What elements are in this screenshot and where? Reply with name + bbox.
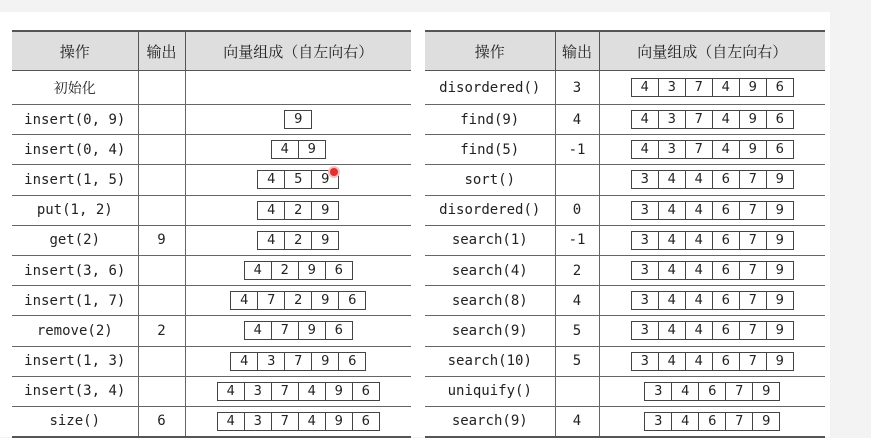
vector-cell [185, 71, 411, 105]
table-row [12, 286, 411, 316]
vector-element: 4 [257, 231, 285, 250]
vector-element: 3 [631, 321, 659, 340]
vector-element: 4 [631, 110, 659, 129]
vector-element: 4 [230, 352, 258, 371]
vector-element: 9 [739, 140, 767, 159]
table-row [12, 316, 411, 346]
output-cell [138, 346, 185, 376]
vector-element: 7 [739, 170, 767, 189]
vector-elements [631, 352, 794, 371]
vector-element: 3 [257, 352, 285, 371]
table-row [12, 346, 411, 376]
vector-element: 6 [766, 110, 794, 129]
vector-element: 4 [685, 261, 713, 280]
table-row [12, 165, 411, 195]
operation-cell: get(2) [12, 225, 138, 255]
operation-cell: search(9) [425, 406, 555, 437]
operations-table-right [425, 30, 825, 438]
vector-element: 3 [631, 352, 659, 371]
operation-cell: find(9) [425, 105, 555, 135]
vector-element: 4 [217, 412, 245, 431]
vector-element: 4 [671, 412, 699, 431]
vector-element: 6 [338, 291, 366, 310]
vector-elements [631, 231, 794, 250]
vector-cell [599, 71, 825, 105]
vector-element: 9 [298, 261, 326, 280]
vector-element: 7 [739, 231, 767, 250]
table-row [12, 105, 411, 135]
output-cell: 5 [555, 316, 599, 346]
vector-cell [185, 165, 411, 195]
vector-elements [644, 412, 780, 431]
vector-elements [257, 231, 339, 250]
vector-element: 9 [325, 412, 353, 431]
vector-cell [599, 406, 825, 437]
output-cell [138, 105, 185, 135]
table-row [425, 165, 825, 195]
vector-element: 3 [658, 140, 686, 159]
operation-cell: search(9) [425, 316, 555, 346]
vector-element: 4 [217, 382, 245, 401]
operation-cell: disordered() [425, 195, 555, 225]
table-row [12, 225, 411, 255]
vector-element: 6 [712, 352, 740, 371]
table-row [425, 225, 825, 255]
vector-element: 3 [631, 201, 659, 220]
vector-element: 4 [244, 261, 272, 280]
output-cell: 2 [555, 255, 599, 285]
vector-cell [185, 135, 411, 165]
vector-element: 9 [298, 321, 326, 340]
vector-element: 4 [658, 231, 686, 250]
vector-element: 6 [352, 382, 380, 401]
operation-cell: sort() [425, 165, 555, 195]
table-row [12, 406, 411, 437]
vector-element: 7 [739, 352, 767, 371]
output-cell [138, 135, 185, 165]
vector-element: 3 [658, 78, 686, 97]
vector-element: 9 [752, 382, 780, 401]
vector-cell [599, 286, 825, 316]
vector-element: 7 [739, 321, 767, 340]
vector-element: 7 [685, 110, 713, 129]
vector-element: 7 [685, 140, 713, 159]
output-cell: 4 [555, 406, 599, 437]
operation-cell: insert(0, 4) [12, 135, 138, 165]
table-row [425, 376, 825, 406]
output-cell: 2 [138, 316, 185, 346]
vector-element: 4 [257, 201, 285, 220]
operation-cell: search(10) [425, 346, 555, 376]
operation-cell: insert(1, 3) [12, 346, 138, 376]
vector-cell [185, 225, 411, 255]
vector-element: 9 [766, 352, 794, 371]
vector-element: 4 [271, 140, 299, 159]
output-cell [138, 286, 185, 316]
vector-cell [599, 255, 825, 285]
header-output: 输出 [555, 31, 599, 71]
operation-cell: search(4) [425, 255, 555, 285]
operation-cell: insert(0, 9) [12, 105, 138, 135]
vector-element: 3 [644, 412, 672, 431]
vector-element: 4 [658, 291, 686, 310]
output-cell [555, 165, 599, 195]
vector-element: 6 [712, 291, 740, 310]
vector-element: 3 [244, 382, 272, 401]
vector-elements [217, 412, 380, 431]
table-row [12, 135, 411, 165]
vector-element: 6 [712, 261, 740, 280]
vector-element: 7 [271, 321, 299, 340]
operations-table-left [12, 30, 411, 438]
output-cell: 6 [138, 406, 185, 437]
vector-element: 6 [712, 201, 740, 220]
vector-element: 6 [712, 170, 740, 189]
vector-element: 9 [284, 110, 312, 129]
output-cell [138, 165, 185, 195]
table-header-row [425, 31, 825, 71]
vector-element: 6 [325, 261, 353, 280]
vector-element: 2 [271, 261, 299, 280]
vector-element: 4 [298, 382, 326, 401]
vector-element: 9 [739, 110, 767, 129]
table-row [425, 195, 825, 225]
vector-element: 9 [311, 231, 339, 250]
table-row [12, 255, 411, 285]
table-body-left [12, 71, 411, 438]
table-row [425, 406, 825, 437]
vector-elements [631, 321, 794, 340]
output-cell: -1 [555, 135, 599, 165]
output-cell: 9 [138, 225, 185, 255]
table-row [12, 376, 411, 406]
vector-element: 9 [766, 261, 794, 280]
header-vector: 向量组成（自左向右） [185, 31, 411, 71]
vector-elements [257, 201, 339, 220]
vector-element: 7 [685, 78, 713, 97]
vector-element: 4 [671, 382, 699, 401]
cursor-dot-icon [330, 168, 338, 176]
vector-element: 6 [352, 412, 380, 431]
vector-element: 6 [338, 352, 366, 371]
output-cell: 5 [555, 346, 599, 376]
vector-cell [185, 346, 411, 376]
table-row [425, 135, 825, 165]
vector-element: 7 [739, 291, 767, 310]
table-row [12, 195, 411, 225]
vector-element: 2 [284, 231, 312, 250]
operation-cell: disordered() [425, 71, 555, 105]
vector-element: 4 [685, 291, 713, 310]
vector-element: 7 [725, 412, 753, 431]
vector-element: 3 [644, 382, 672, 401]
vector-element: 6 [766, 78, 794, 97]
operation-cell: insert(3, 4) [12, 376, 138, 406]
operation-cell: find(5) [425, 135, 555, 165]
vector-cell [185, 105, 411, 135]
vector-element: 7 [271, 382, 299, 401]
vector-element: 4 [712, 78, 740, 97]
vector-elements [244, 321, 353, 340]
vector-element: 6 [712, 321, 740, 340]
vector-element: 4 [685, 321, 713, 340]
vector-cell [599, 195, 825, 225]
vector-cell [185, 406, 411, 437]
vector-element: 7 [739, 201, 767, 220]
vector-element: 3 [631, 170, 659, 189]
output-cell: 3 [555, 71, 599, 105]
vector-element: 9 [766, 291, 794, 310]
table-row [425, 255, 825, 285]
vector-elements [244, 261, 353, 280]
vector-cell [185, 376, 411, 406]
vector-element: 2 [284, 291, 312, 310]
table-row [425, 286, 825, 316]
vector-element: 4 [712, 140, 740, 159]
table-body-right [425, 71, 825, 438]
vector-elements [631, 261, 794, 280]
vector-element: 9 [766, 231, 794, 250]
vector-elements [631, 140, 794, 159]
operation-cell: uniquify() [425, 376, 555, 406]
vector-elements [631, 201, 794, 220]
vector-cell [599, 105, 825, 135]
vector-elements [631, 291, 794, 310]
vector-element: 7 [257, 291, 285, 310]
vector-element: 7 [739, 261, 767, 280]
vector-cell [599, 165, 825, 195]
vector-element: 7 [271, 412, 299, 431]
vector-element: 9 [766, 170, 794, 189]
vector-element: 6 [698, 382, 726, 401]
operation-cell: search(1) [425, 225, 555, 255]
output-cell [138, 195, 185, 225]
vector-element: 6 [698, 412, 726, 431]
vector-cell [599, 225, 825, 255]
header-output: 输出 [138, 31, 185, 71]
output-cell: 4 [555, 105, 599, 135]
vector-elements [217, 382, 380, 401]
table-row [425, 316, 825, 346]
vector-element: 9 [325, 382, 353, 401]
vector-element: 9 [311, 170, 339, 189]
vector-element: 4 [658, 170, 686, 189]
vector-element: 9 [311, 201, 339, 220]
vector-elements [631, 170, 794, 189]
table-header-row [12, 31, 411, 71]
output-cell [555, 376, 599, 406]
vector-elements [230, 352, 366, 371]
table-row [425, 105, 825, 135]
vector-cell [185, 286, 411, 316]
vector-elements [631, 110, 794, 129]
operation-cell: insert(1, 5) [12, 165, 138, 195]
vector-element: 4 [257, 170, 285, 189]
vector-element: 4 [658, 321, 686, 340]
vector-elements [284, 110, 312, 129]
vector-element: 3 [631, 231, 659, 250]
operation-cell: insert(3, 6) [12, 255, 138, 285]
operation-cell: search(8) [425, 286, 555, 316]
vector-element: 3 [631, 291, 659, 310]
operation-cell: insert(1, 7) [12, 286, 138, 316]
operation-cell: remove(2) [12, 316, 138, 346]
output-cell: -1 [555, 225, 599, 255]
vector-element: 4 [658, 261, 686, 280]
header-operation: 操作 [425, 31, 555, 71]
vector-cell [599, 346, 825, 376]
operation-cell: 初始化 [12, 71, 138, 105]
vector-elements [644, 382, 780, 401]
vector-elements [271, 140, 326, 159]
vector-element: 4 [631, 78, 659, 97]
vector-elements [230, 291, 366, 310]
vector-element: 5 [284, 170, 312, 189]
vector-element: 4 [230, 291, 258, 310]
header-operation: 操作 [12, 31, 138, 71]
output-cell [138, 255, 185, 285]
vector-element: 4 [244, 321, 272, 340]
vector-element: 4 [631, 140, 659, 159]
output-cell [138, 71, 185, 105]
operation-cell: size() [12, 406, 138, 437]
vector-cell [599, 316, 825, 346]
vector-element: 4 [658, 201, 686, 220]
table-row [12, 71, 411, 105]
vector-cell [185, 255, 411, 285]
vector-cell [185, 195, 411, 225]
table-row [425, 71, 825, 105]
vector-element: 7 [284, 352, 312, 371]
vector-element: 4 [298, 412, 326, 431]
vector-element: 4 [685, 201, 713, 220]
vector-cell [599, 376, 825, 406]
vector-cell [185, 316, 411, 346]
vector-element: 9 [752, 412, 780, 431]
vector-element: 9 [766, 201, 794, 220]
vector-elements [631, 78, 794, 97]
vector-element: 6 [325, 321, 353, 340]
output-cell: 4 [555, 286, 599, 316]
header-vector: 向量组成（自左向右） [599, 31, 825, 71]
vector-element: 9 [766, 321, 794, 340]
vector-element: 3 [658, 110, 686, 129]
vector-element: 4 [658, 352, 686, 371]
vector-element: 3 [631, 261, 659, 280]
vector-element: 6 [766, 140, 794, 159]
vector-cell [599, 135, 825, 165]
vector-element: 9 [311, 352, 339, 371]
vector-elements [257, 170, 339, 189]
vector-element: 9 [739, 78, 767, 97]
vector-element: 4 [685, 352, 713, 371]
vector-element: 9 [298, 140, 326, 159]
output-cell: 0 [555, 195, 599, 225]
vector-element: 2 [284, 201, 312, 220]
vector-element: 3 [244, 412, 272, 431]
document-page [0, 12, 830, 437]
table-row [425, 346, 825, 376]
vector-element: 6 [712, 231, 740, 250]
vector-element: 4 [685, 170, 713, 189]
vector-element: 7 [725, 382, 753, 401]
output-cell [138, 376, 185, 406]
vector-element: 9 [311, 291, 339, 310]
vector-element: 4 [712, 110, 740, 129]
vector-element: 4 [685, 231, 713, 250]
operation-cell: put(1, 2) [12, 195, 138, 225]
